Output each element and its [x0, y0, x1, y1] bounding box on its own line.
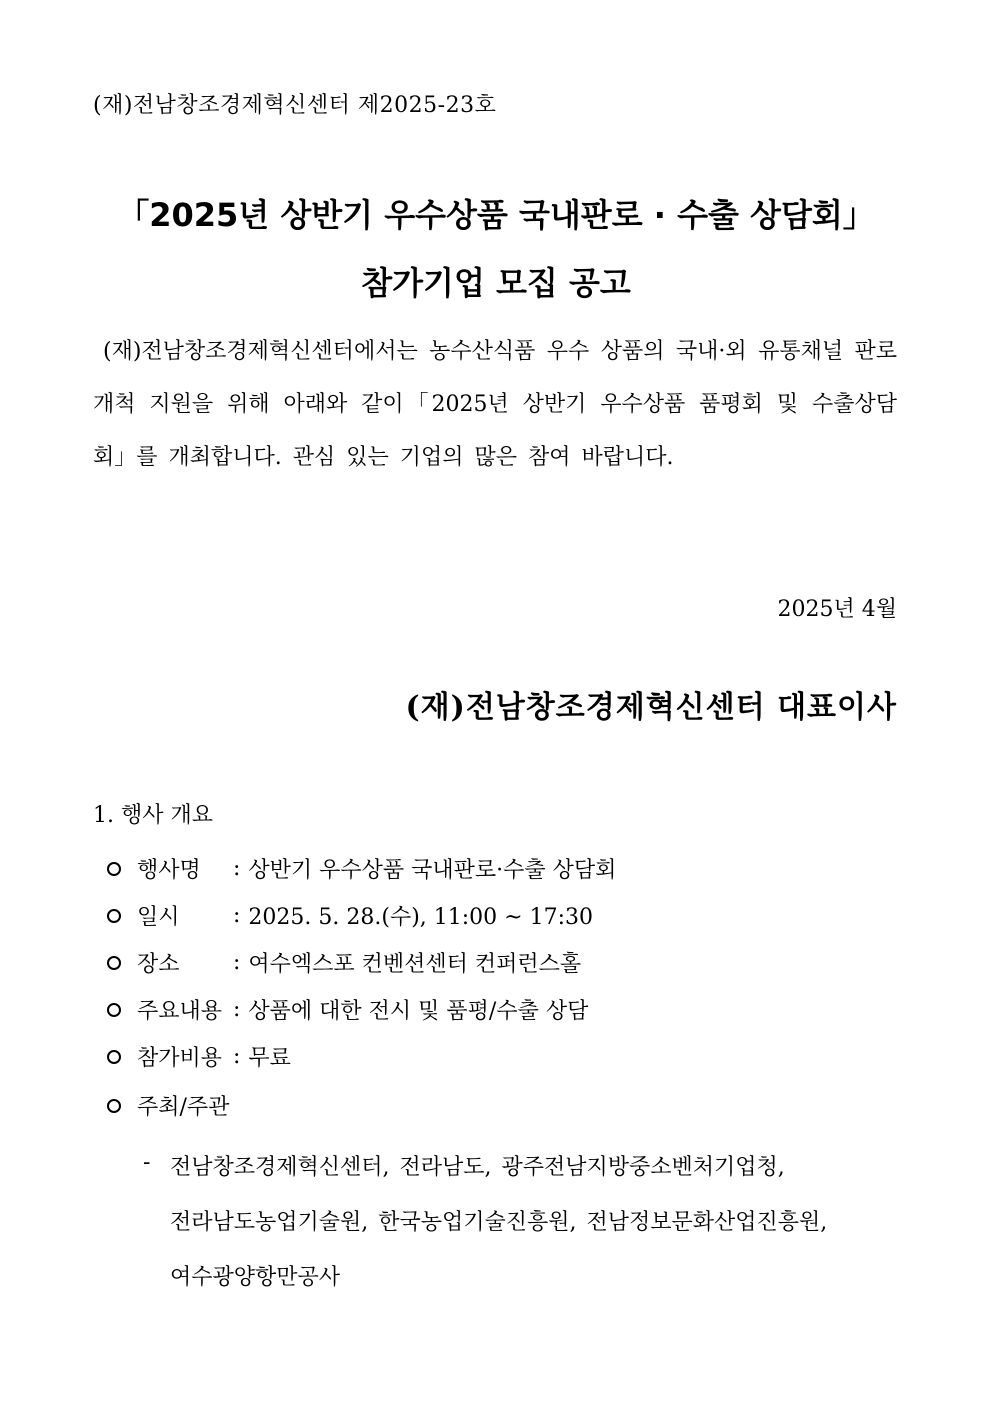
title-line-1: 「2025년 상반기 우수상품 국내판로 · 수출 상담회」	[117, 196, 875, 234]
organizers-line-1: 전남창조경제혁신센터, 전라남도, 광주전남지방중소벤처기업청,	[170, 1155, 785, 1180]
detail-value: 상품에 대한 전시 및 품평/수출 상담	[248, 999, 589, 1024]
section-heading: 1. 행사 개요	[93, 803, 213, 828]
organizers-line-2: 전라남도농업기술원, 한국농업기술진흥원, 전남정보문화산업진흥원,	[170, 1210, 828, 1235]
detail-value: 무료	[248, 1046, 291, 1071]
detail-label: 주요내용	[137, 999, 223, 1024]
signature: (재)전남창조경제혁신센터 대표이사	[405, 690, 897, 725]
circle-bullet-icon	[107, 1003, 121, 1017]
detail-row-datetime: 일시 : 2025. 5. 28.(수), 11:00 ~ 17:30	[107, 900, 593, 931]
detail-label: 참가비용	[137, 1046, 223, 1071]
detail-label: 행사명	[137, 858, 201, 883]
circle-bullet-icon	[107, 862, 121, 876]
intro-paragraph: (재)전남창조경제혁신센터에서는 농수산식품 우수 상품의 국내·외 유통채널 판로개척 지원을 위해 아래와 같이「2025년 상반기 우수상품 품평회 및 수출상담회」를 개최합니다. 관심 있는 기업의 많은 참여 바랍니다.	[93, 339, 897, 470]
announcement-date: 2025년 4월	[777, 597, 897, 622]
detail-label: 장소	[137, 952, 180, 977]
detail-row-event-name: 행사명 : 상반기 우수상품 국내판로·수출 상담회	[107, 853, 616, 884]
detail-row-main-content: 주요내용 : 상품에 대한 전시 및 품평/수출 상담	[107, 994, 588, 1025]
detail-row-venue: 장소 : 여수엑스포 컨벤션센터 컨퍼런스홀	[107, 947, 581, 978]
circle-bullet-icon	[107, 1050, 121, 1064]
document-number: (재)전남창조경제혁신센터 제2025-23호	[93, 93, 497, 118]
organizers-line-3: 여수광양항만공사	[170, 1265, 341, 1290]
detail-value: 여수엑스포 컨벤션센터 컨퍼런스홀	[248, 952, 582, 977]
detail-row-fee: 참가비용 : 무료	[107, 1041, 291, 1072]
detail-label: 일시	[137, 905, 180, 930]
detail-row-organizers	[107, 1090, 229, 1121]
detail-value: 2025. 5. 28.(수), 11:00 ~ 17:30	[248, 905, 593, 930]
circle-bullet-icon	[107, 909, 121, 923]
circle-bullet-icon	[107, 1099, 121, 1113]
detail-label: 주최/주관	[137, 1095, 230, 1120]
detail-value: 상반기 우수상품 국내판로·수출 상담회	[248, 858, 617, 883]
organizers-dash: -	[143, 1150, 151, 1175]
circle-bullet-icon	[107, 956, 121, 970]
title-line-2: 참가기업 모집 공고	[361, 264, 631, 302]
